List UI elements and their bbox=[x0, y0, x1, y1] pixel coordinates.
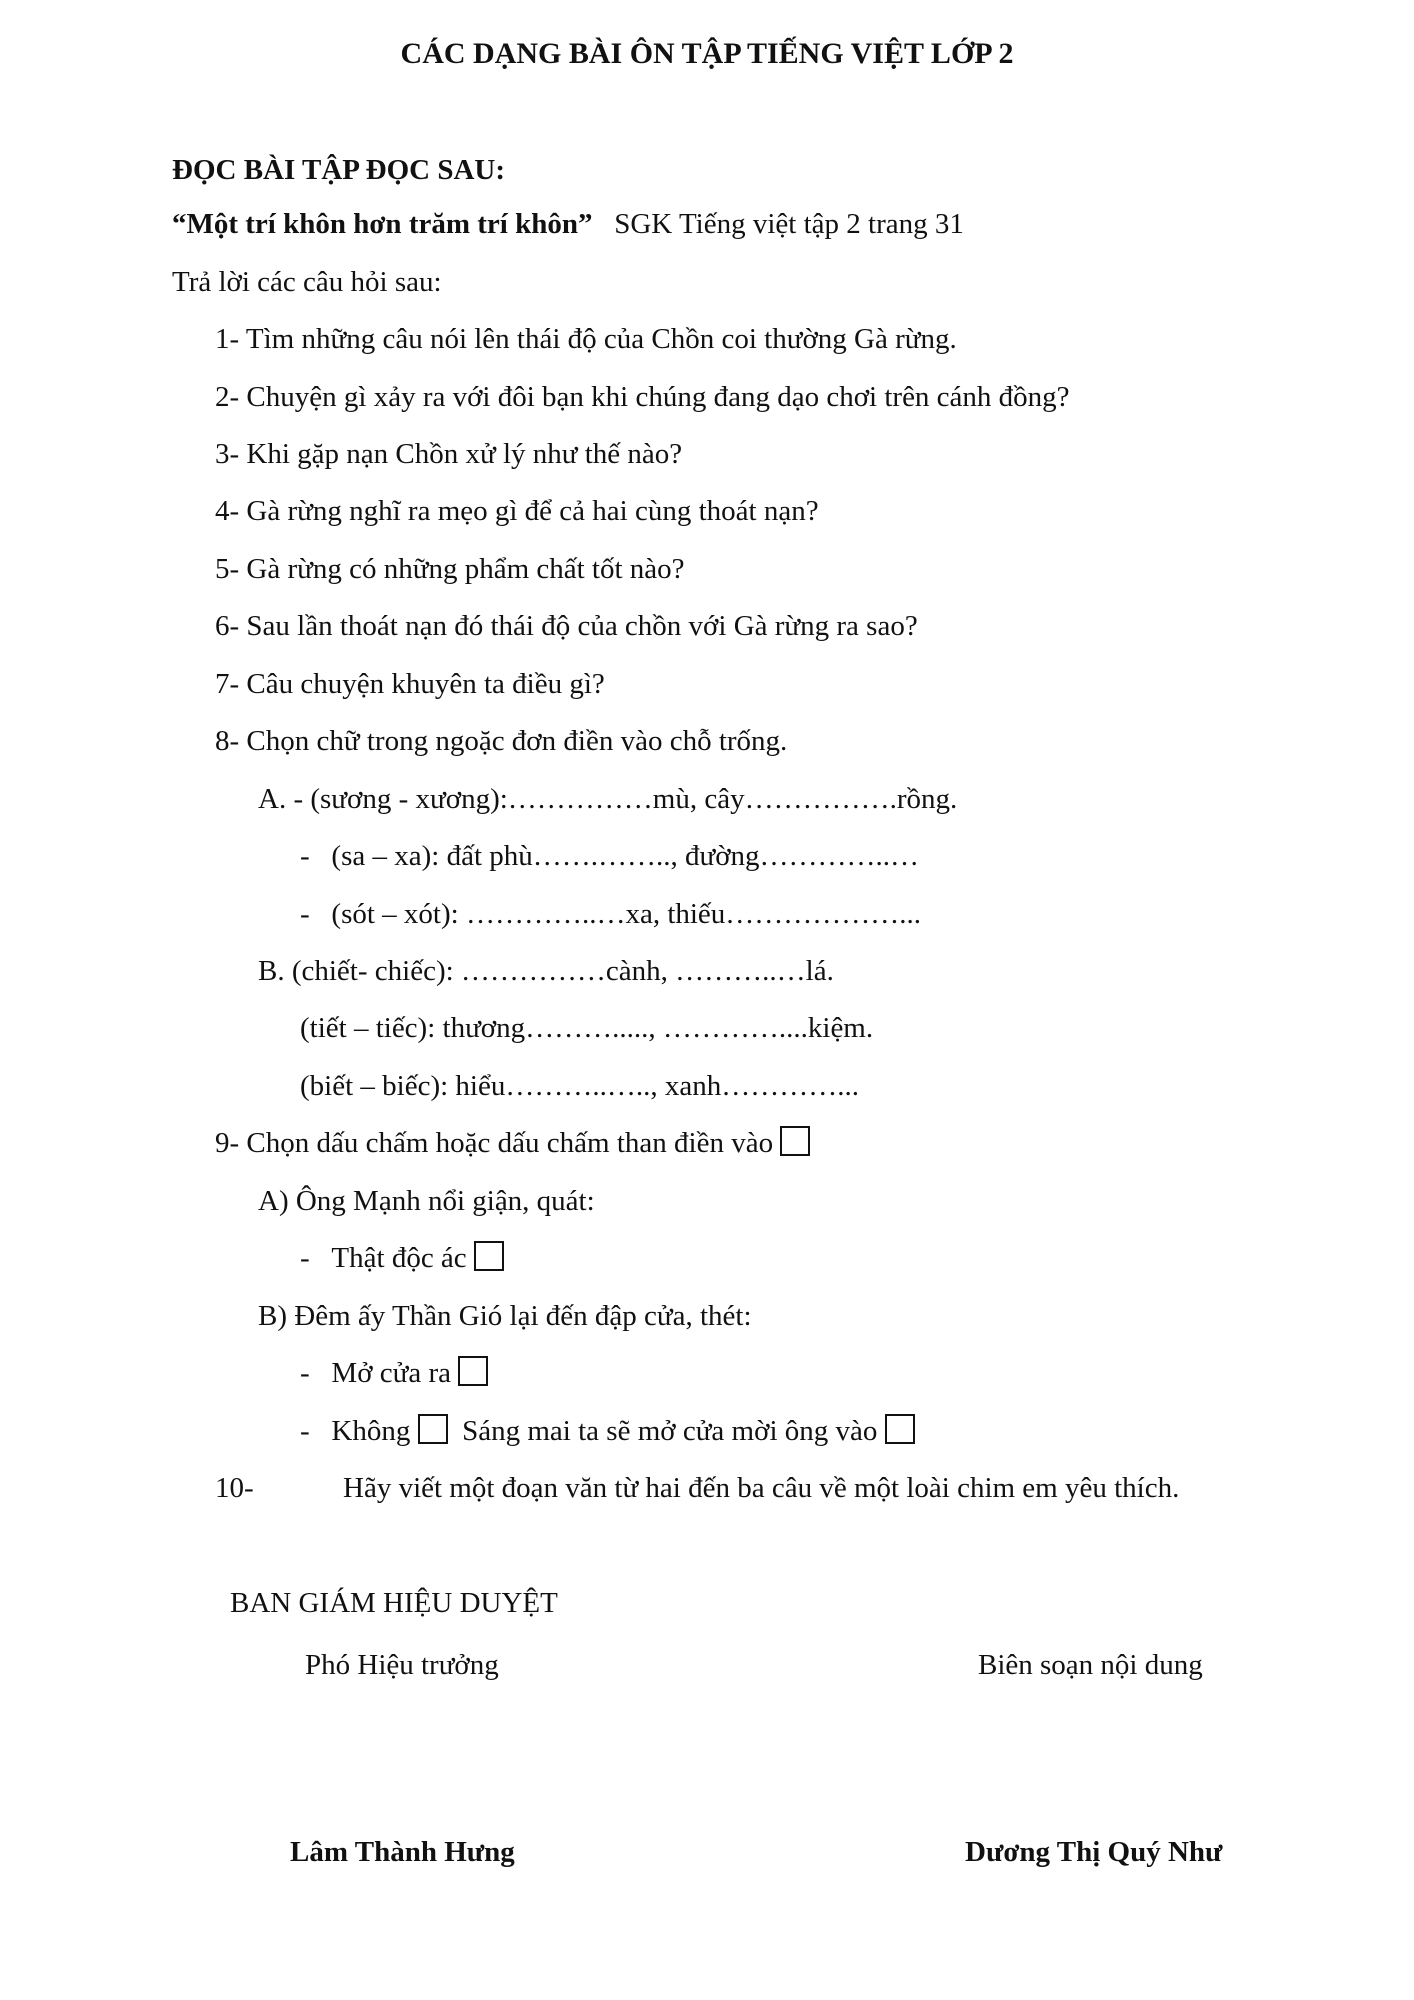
q9-b-line-2 bbox=[300, 1414, 915, 1449]
instruction: Trả lời các câu hỏi sau: bbox=[172, 266, 442, 298]
q9-b-line-1 bbox=[300, 1356, 488, 1391]
question-text: Khi gặp nạn Chồn xử lý như thế nào? bbox=[246, 438, 683, 470]
sentence-text: Sáng mai ta sẽ mở cửa mời ông vào bbox=[462, 1415, 878, 1447]
question-text: Chọn dấu chấm hoặc dấu chấm than điền vào bbox=[246, 1127, 774, 1159]
q9-b: B) Đêm ấy Thần Gió lại đến đập cửa, thét: bbox=[258, 1300, 752, 1332]
dash: - bbox=[300, 898, 310, 930]
story-source: SGK Tiếng việt tập 2 trang 31 bbox=[614, 208, 964, 240]
question-text: Chuyện gì xảy ra với đôi bạn khi chúng đang dạo chơi trên cánh đồng? bbox=[246, 381, 1070, 413]
question-8 bbox=[215, 724, 787, 759]
question-3 bbox=[215, 437, 682, 472]
question-6 bbox=[215, 609, 918, 644]
sentence-text: Thật độc ác bbox=[331, 1242, 467, 1274]
fill-blank-text: (chiết- chiếc): ……………cành, ………..…lá. bbox=[291, 955, 834, 987]
dash: - bbox=[300, 840, 310, 872]
dash: - bbox=[300, 1415, 310, 1447]
q9-a-line-1 bbox=[300, 1241, 504, 1276]
answer-box[interactable] bbox=[885, 1414, 915, 1444]
dash: - bbox=[300, 1357, 310, 1389]
q9-a: A) Ông Mạnh nổi giận, quát: bbox=[258, 1185, 595, 1217]
story-title: “Một trí khôn hơn trăm trí khôn” bbox=[172, 208, 593, 240]
question-number: 1- bbox=[215, 323, 240, 355]
left-signatory-name: Lâm Thành Hưng bbox=[290, 1836, 515, 1868]
question-text: Sau lần thoát nạn đó thái độ của chồn với Gà rừng ra sao? bbox=[246, 610, 918, 642]
question-text: Gà rừng nghĩ ra mẹo gì để cả hai cùng thoát nạn? bbox=[246, 495, 819, 527]
q8-a-line-2 bbox=[300, 839, 919, 874]
answer-box[interactable] bbox=[780, 1126, 810, 1156]
question-number: 2- bbox=[215, 381, 240, 413]
right-role: Biên soạn nội dung bbox=[978, 1649, 1203, 1681]
question-2 bbox=[215, 380, 1070, 415]
question-10-number: 10- bbox=[215, 1472, 254, 1504]
q8-a-label: A. bbox=[258, 783, 287, 815]
q8-b-label: B. bbox=[258, 955, 285, 987]
q8-b-line-1 bbox=[258, 954, 834, 989]
question-10-text: Hãy viết một đoạn văn từ hai đến ba câu về một loài chim em yêu thích. bbox=[343, 1472, 1180, 1504]
question-number: 7- bbox=[215, 668, 240, 700]
question-4 bbox=[215, 494, 819, 529]
answer-box[interactable] bbox=[418, 1414, 448, 1444]
answer-box[interactable] bbox=[458, 1356, 488, 1386]
fill-blank-text: (sa – xa): đất phù…….…….., đường…………..… bbox=[331, 840, 920, 872]
question-number: 4- bbox=[215, 495, 240, 527]
answer-box[interactable] bbox=[474, 1241, 504, 1271]
question-text: Tìm những câu nói lên thái độ của Chồn coi thường Gà rừng. bbox=[245, 323, 957, 355]
question-1 bbox=[215, 322, 957, 357]
q8-b-line-2: (tiết – tiếc): thương………....., …………....kiệm. bbox=[300, 1012, 874, 1044]
question-9 bbox=[215, 1126, 810, 1161]
question-number: 5- bbox=[215, 553, 240, 585]
dash: - bbox=[300, 1242, 310, 1274]
fill-blank-text: - (sương - xương):……………mù, cây…………….rồng. bbox=[293, 783, 958, 815]
q8-a-line-3 bbox=[300, 897, 921, 932]
question-text: Gà rừng có những phẩm chất tốt nào? bbox=[246, 553, 685, 585]
right-signatory-name: Dương Thị Quý Như bbox=[965, 1836, 1223, 1868]
question-7 bbox=[215, 667, 605, 702]
page-title: CÁC DẠNG BÀI ÔN TẬP TIẾNG VIỆT LỚP 2 bbox=[400, 37, 1014, 70]
question-number: 6- bbox=[215, 610, 240, 642]
sentence-text: Mở cửa ra bbox=[331, 1357, 452, 1389]
q8-b-line-3: (biết – biếc): hiểu………..….., xanh…………... bbox=[300, 1070, 859, 1102]
reading-reference bbox=[172, 207, 964, 242]
sentence-text: Không bbox=[331, 1415, 411, 1447]
approval-heading: BAN GIÁM HIỆU DUYỆT bbox=[230, 1587, 558, 1619]
question-number: 3- bbox=[215, 438, 240, 470]
question-number: 8- bbox=[215, 725, 240, 757]
left-role: Phó Hiệu trưởng bbox=[305, 1649, 499, 1681]
question-text: Chọn chữ trong ngoặc đơn điền vào chỗ trống. bbox=[246, 725, 788, 757]
question-5 bbox=[215, 552, 685, 587]
fill-blank-text: (sót – xót): …………..…xa, thiếu………………... bbox=[331, 898, 922, 930]
question-text: Câu chuyện khuyên ta điều gì? bbox=[246, 668, 605, 700]
question-number: 9- bbox=[215, 1127, 240, 1159]
q8-a-line-1 bbox=[258, 782, 957, 817]
section-heading: ĐỌC BÀI TẬP ĐỌC SAU: bbox=[172, 154, 506, 186]
